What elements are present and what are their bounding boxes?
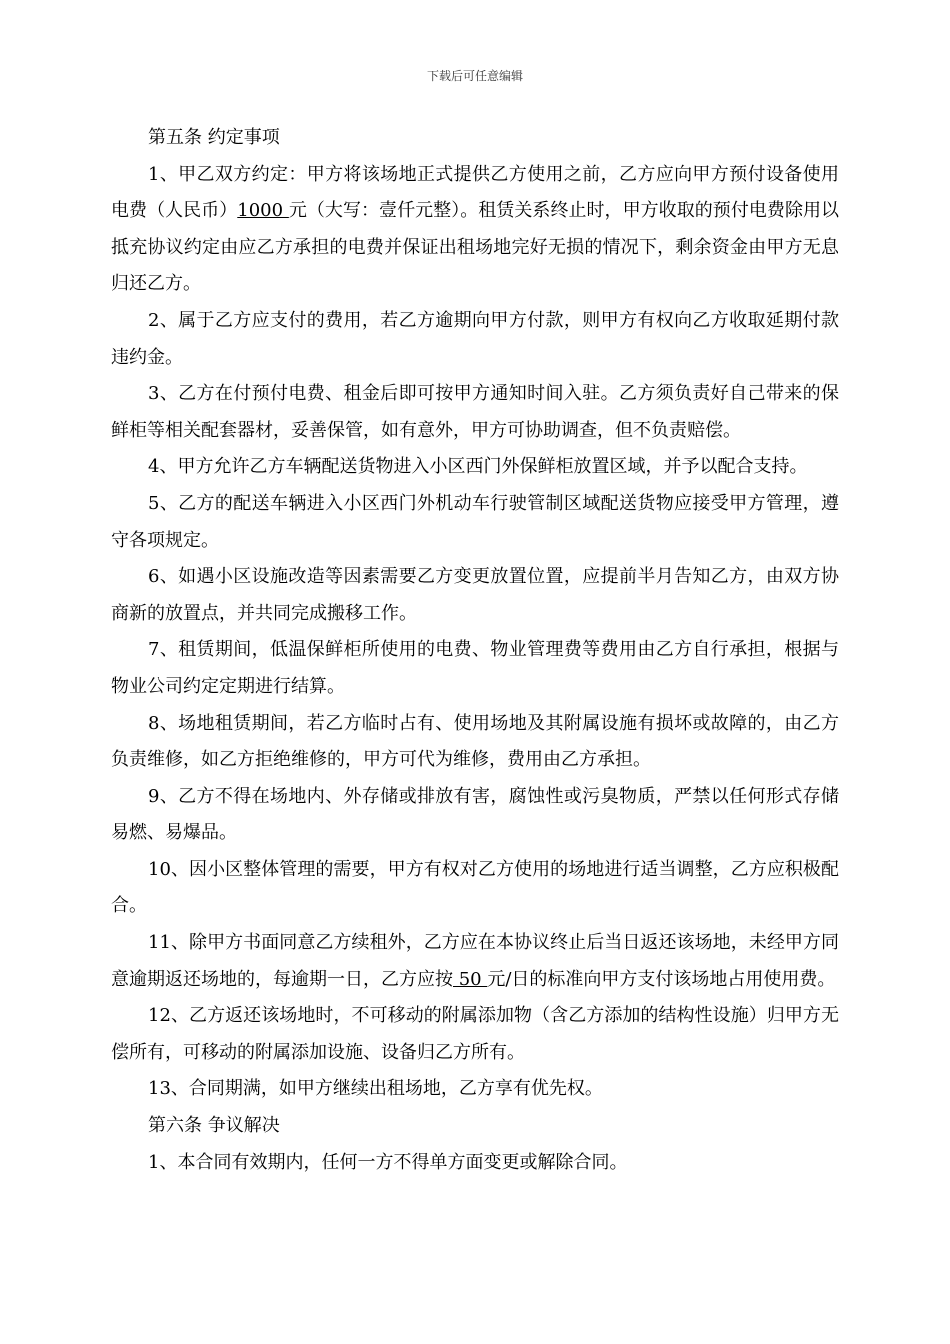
section-5-item-2: 2、属于乙方应支付的费用，若乙方逾期向甲方付款，则甲方有权向乙方收取延期付款违约金。 <box>111 309 839 368</box>
item-11-text-b: 元/日的标准向甲方支付该场地占用使用费。 <box>487 968 836 990</box>
section-5-item-10: 10、因小区整体管理的需要，甲方有权对乙方使用的场地进行适当调整，乙方应积极配合。 <box>111 858 839 917</box>
section-5-item-1 <box>111 157 839 303</box>
section-5-item-6: 6、如遇小区设施改造等因素需要乙方变更放置位置，应提前半月告知乙方，由双方协商新的放置点，并共同完成搬移工作。 <box>111 566 839 624</box>
section-5-item-7: 7、租赁期间，低温保鲜柜所使用的电费、物业管理费等费用由乙方自行承担，根据与物业公司约定定期进行结算。 <box>111 639 839 697</box>
section-5-item-13: 13、合同期满，如甲方继续出租场地，乙方享有优先权。 <box>148 1078 603 1100</box>
section-5-item-12: 12、乙方返还该场地时，不可移动的附属添加物（含乙方添加的结构性设施）归甲方无偿所有，可移动的附属添加设施、设备归乙方所有。 <box>111 1005 839 1063</box>
page-header: 下载后可任意编辑 <box>426 69 523 83</box>
section-5-item-5: 5、乙方的配送车辆进入小区西门外机动车行驶管制区域配送货物应接受甲方管理，遵守各项规定。 <box>111 492 839 551</box>
prepaid-amount: 1000 <box>237 200 289 222</box>
section-5-item-3: 3、乙方在付预付电费、租金后即可按甲方通知时间入驻。乙方须负责好自己带来的保鲜柜等相关配套器材，妥善保管，如有意外，甲方可协助调查，但不负责赔偿。 <box>111 383 839 441</box>
document-body <box>111 120 839 1181</box>
item-1-text-a: 1、甲乙双方约定：甲方将该场地正式提供乙方使用之前，乙方应向甲方预付设备使用电费（人民币） <box>111 163 839 222</box>
section-5-item-11 <box>111 925 839 998</box>
section-5-item-9: 9、乙方不得在场地内、外存储或排放有害，腐蚀性或污臭物质，严禁以任何形式存储易燃、易爆品。 <box>111 785 839 844</box>
item-1-text-b: 元（大写：壹仟元整）。租赁关系终止时，甲方收取的预付电费除用以抵充协议约定由应乙方承担的电费并保证出租场地完好无损的情况下，剩余资金由甲方无息归还乙方。 <box>111 200 840 295</box>
section-6-title: 第六条 争议解决 <box>148 1115 280 1137</box>
daily-fee-amount: 50 <box>453 968 488 990</box>
section-5-title: 第五条 约定事项 <box>148 127 280 148</box>
section-6-item-1: 1、本合同有效期内，任何一方不得单方面变更或解除合同。 <box>148 1151 628 1173</box>
section-5-item-4: 4、甲方允许乙方车辆配送货物进入小区西门外保鲜柜放置区域，并予以配合支持。 <box>148 456 808 478</box>
section-5-item-8: 8、场地租赁期间，若乙方临时占有、使用场地及其附属设施有损坏或故障的，由乙方负责维修，如乙方拒绝维修的，甲方可代为维修，费用由乙方承担。 <box>111 712 839 771</box>
item-11-text-a: 11、除甲方书面同意乙方续租外，乙方应在本协议终止后当日返还该场地，未经甲方同意逾期返还场地的，每逾期一日，乙方应按 <box>111 932 839 990</box>
